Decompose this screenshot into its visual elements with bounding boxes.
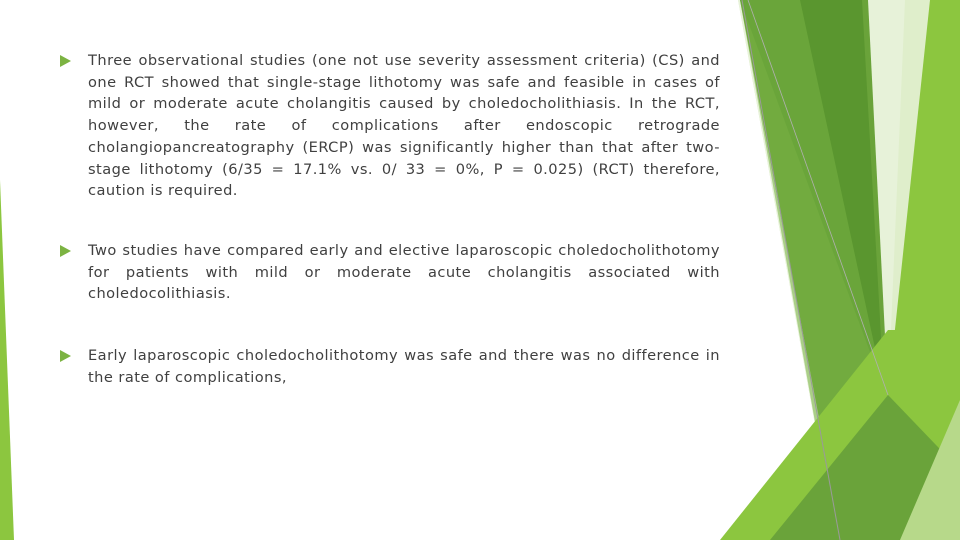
left-accent-stripe bbox=[0, 180, 14, 540]
bullet-text: Three observational studies (one not use severity assessment criteria) (CS) and one RCT showed that single-stage lithotomy was safe and feasible in cases of mild or moderate acute cholangitis caused by choledocholithiasis. In the RCT, however, the rate of complications after endoscopic retrograde cholangiopancreatography (ERCP) was significantly higher than that after two-stage lithotomy (6/35 = 17.1% vs. 0/ 33 = 0%, P = 0.025) (RCT) therefore, caution is required. bbox=[88, 52, 720, 200]
triangle-bullet-icon bbox=[60, 350, 71, 362]
bullet-item-3 bbox=[60, 345, 720, 388]
triangle-bullet-icon bbox=[60, 55, 71, 67]
bullet-text: Two studies have compared early and elective laparoscopic choledocholithotomy for patients with mild or moderate acute cholangitis associated with choledocolithiasis. bbox=[88, 241, 720, 303]
slide-body bbox=[60, 50, 720, 426]
triangle-bullet-icon bbox=[60, 245, 71, 257]
bullet-text: Early laparoscopic choledocholithotomy was safe and there was no difference in the rate of complications, bbox=[88, 347, 720, 386]
bullet-item-1 bbox=[60, 50, 720, 202]
bullet-item-2 bbox=[60, 240, 720, 305]
